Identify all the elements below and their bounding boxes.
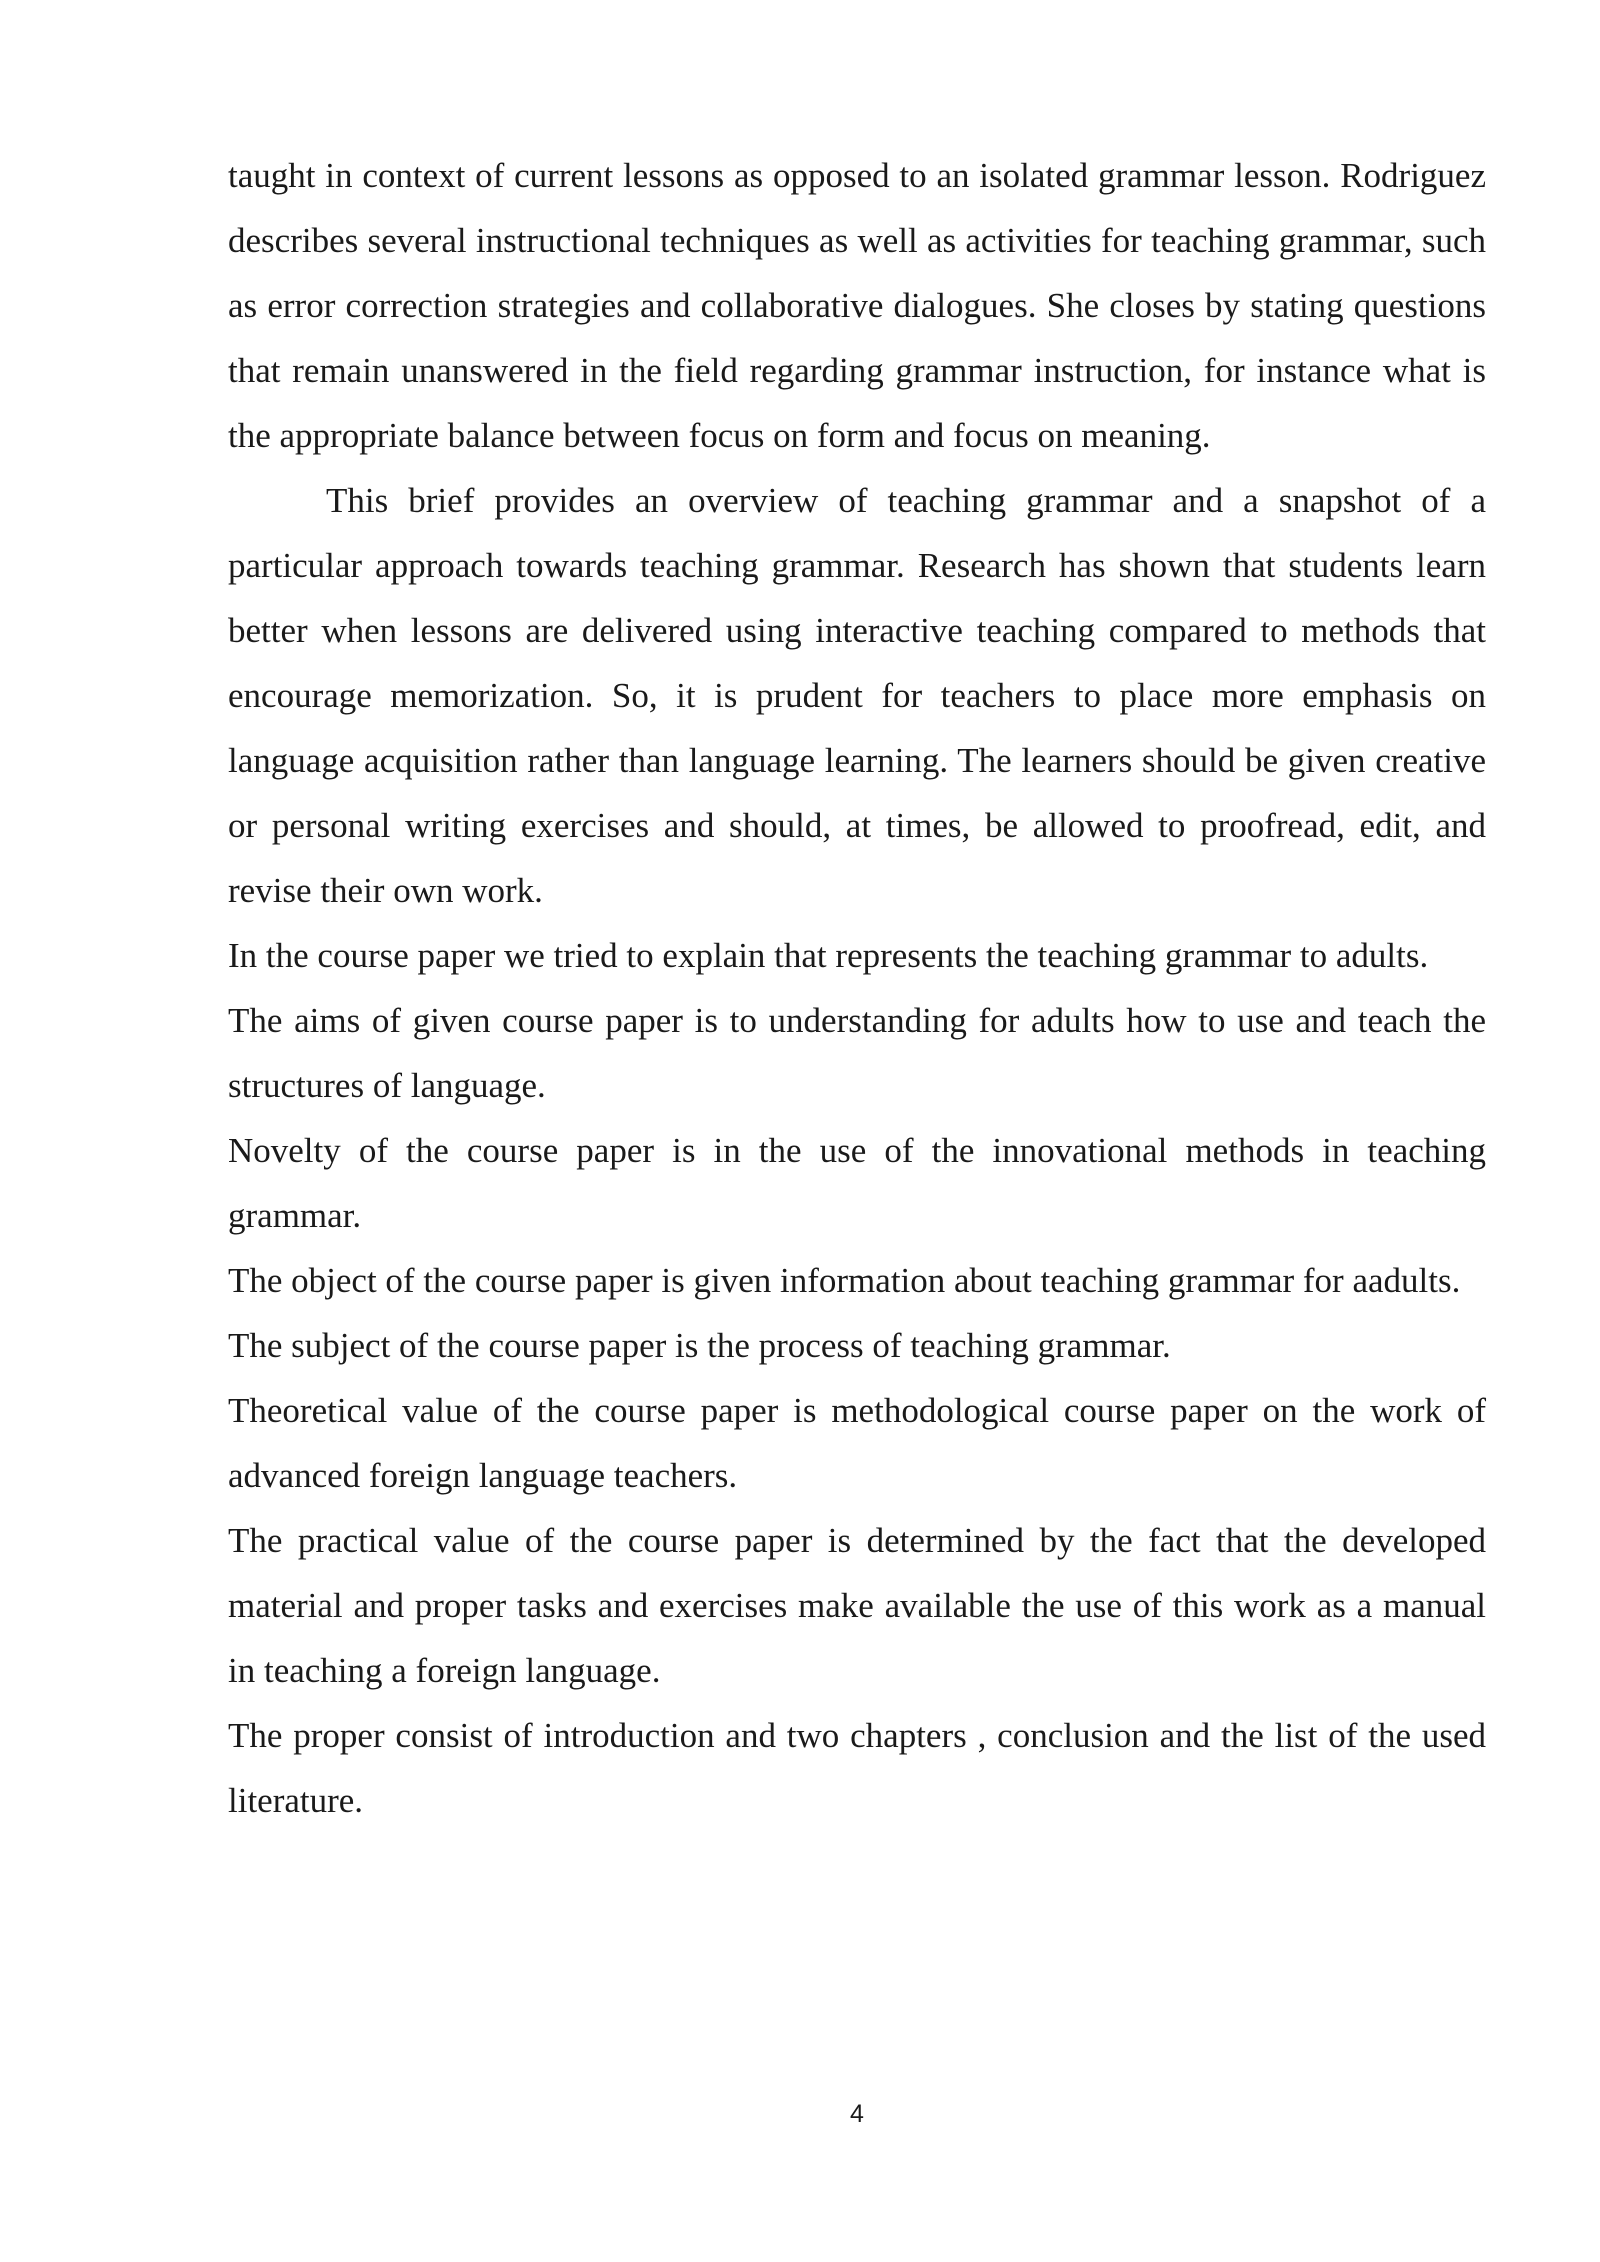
paragraph: The practical value of the course paper is determined by the fact that the developed material and proper tasks and exercises make available the use of this work as a manual in teaching a foreign language. — [228, 1521, 1486, 1690]
paragraph: The subject of the course paper is the process of teaching grammar. — [228, 1326, 1171, 1365]
page-number: 4 — [850, 2100, 864, 2128]
paragraph: The object of the course paper is given information about teaching grammar for aadults. — [228, 1261, 1461, 1300]
paragraph: This brief provides an overview of teaching grammar and a snapshot of a particular approach towards teaching grammar. Research has shown that students learn better when lessons are delivered using interactive teaching compared to methods that encourage memorization. So, it is prudent for teachers to place more emphasis on language acquisition rather than language learning. The learners should be given creative or personal writing exercises and should, at times, be allowed to proofread, edit, and revise their own work. — [228, 481, 1486, 910]
paragraph: taught in context of current lessons as opposed to an isolated grammar lesson. Rodriguez describes several instructional techniques as well as activities for teaching grammar, such as error correction strategies and collaborative dialogues. She closes by stating questions that remain unanswered in the field regarding grammar instruction, for instance what is the appropriate balance between focus on form and focus on meaning. — [228, 156, 1486, 455]
paragraph: In the course paper we tried to explain that represents the teaching grammar to adults. — [228, 936, 1429, 975]
paragraph: Novelty of the course paper is in the use of the innovational methods in teaching grammar. — [228, 1131, 1486, 1235]
paragraph: The proper consist of introduction and two chapters , conclusion and the list of the used literature. — [228, 1716, 1486, 1820]
paragraph: The aims of given course paper is to understanding for adults how to use and teach the structures of language. — [228, 1001, 1486, 1105]
body-text — [228, 143, 1486, 1833]
paragraph: Theoretical value of the course paper is methodological course paper on the work of advanced foreign language teachers. — [228, 1391, 1486, 1495]
